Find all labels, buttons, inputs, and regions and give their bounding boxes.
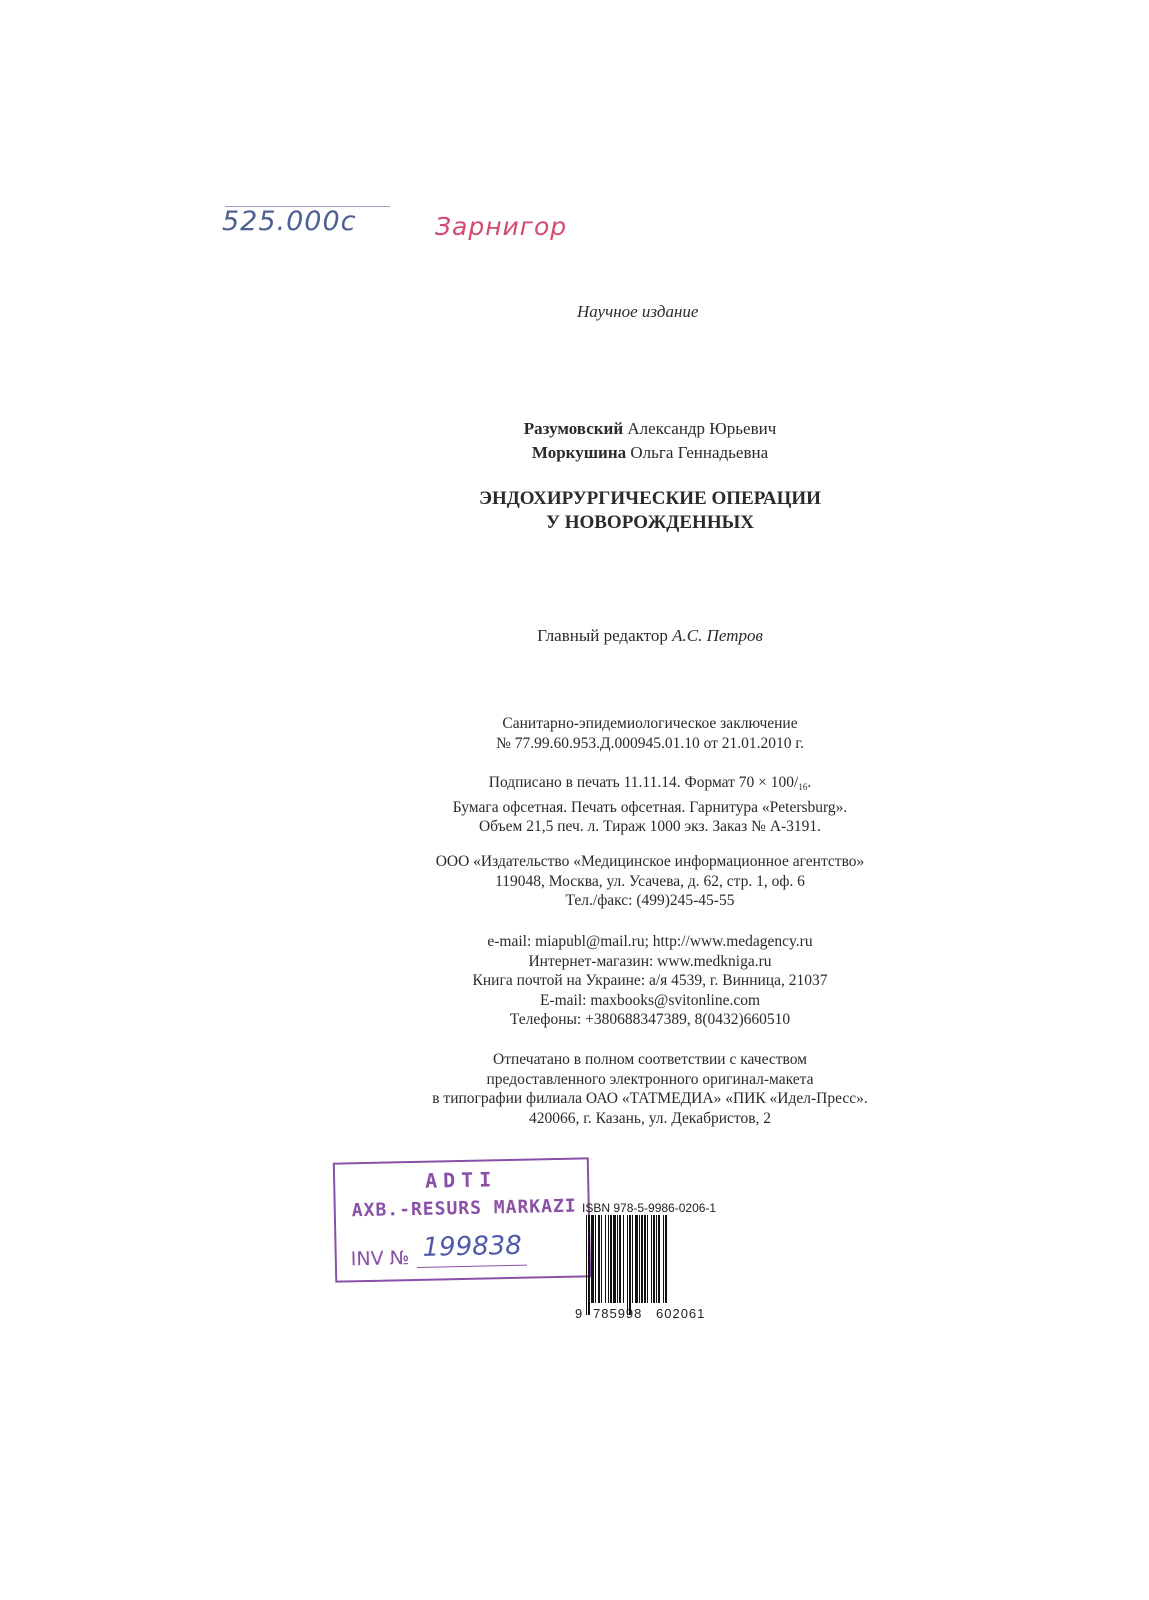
publisher-info — [0, 852, 1149, 911]
sanitary-conclusion — [0, 714, 1149, 753]
printing-details — [0, 773, 1149, 837]
edition-type: Научное издание — [577, 302, 699, 321]
imprint-line: 420066, г. Казань, ул. Декабристов, 2 — [528, 1109, 772, 1127]
isbn-label: ISBN 978-5-9986-0206-1 — [582, 1201, 717, 1215]
stamp-underline — [417, 1265, 527, 1268]
imprint-line: Бумага офсетная. Печать офсетная. Гарнитура «Petersburg». — [452, 798, 848, 816]
stamp-inventory-label: INV № — [350, 1247, 410, 1271]
library-stamp — [333, 1157, 591, 1282]
imprint-line: в типографии филиала ОАО «ТАТМЕДИА» «ПИК «Идел-Пресс». — [432, 1090, 868, 1107]
printed-info — [0, 1050, 1149, 1128]
imprint-line: Санитарно-эпидемиологическое заключение — [502, 715, 798, 732]
imprint-line: Объем 21,5 печ. л. Тираж 1000 экз. Заказ № А-3191. — [478, 818, 822, 835]
format-text: Подписано в печать 11.11.14. Формат 70 × 100/ — [488, 774, 799, 791]
format-subscript: 16 — [798, 782, 808, 792]
chief-editor — [0, 626, 1149, 646]
author-name: Ольга Геннадьевна — [630, 443, 769, 462]
imprint-line: Книга почтой на Украине: а/я 4539, г. Винница, 21037 — [472, 972, 828, 989]
title-line: У НОВОРОЖДЕННЫХ — [546, 512, 754, 533]
imprint-line: предоставленного электронного оригинал-макета — [486, 1070, 814, 1088]
imprint-line: ООО «Издательство «Медицинское информационное агентство» — [435, 853, 865, 870]
stamp-line-2: AXB.-RESURS MARKAZI — [351, 1195, 577, 1222]
author-1 — [0, 417, 1149, 441]
imprint-line: Тел./факс: (499)245-45-55 — [565, 892, 735, 909]
author-surname: Разумовский — [523, 419, 624, 438]
barcode-digits-right: 602061 — [656, 1306, 706, 1321]
editor-name: А.С. Петров — [672, 626, 763, 645]
imprint-line: Отпечатано в полном соответствии с качеством — [493, 1051, 807, 1068]
editor-label: Главный редактор — [537, 626, 668, 645]
imprint-line: № 77.99.60.953.Д.000945.01.10 от 21.01.2010 г. — [496, 734, 804, 752]
handwritten-price: 525.000с — [222, 206, 357, 237]
imprint-line: 119048, Москва, ул. Усачева, д. 62, стр. 1, оф. 6 — [495, 872, 805, 890]
format-suffix: . — [807, 774, 812, 791]
contacts-info — [0, 932, 1149, 1030]
imprint-line: Интернет-магазин: www.medkniga.ru — [528, 952, 772, 970]
authors — [0, 417, 1149, 465]
barcode-digits-left: 785998 — [593, 1306, 643, 1321]
imprint-line: e-mail: miapubl@mail.ru; http://www.medagency.ru — [487, 933, 813, 950]
author-2 — [0, 441, 1149, 465]
author-name: Александр Юрьевич — [627, 419, 777, 438]
book-title — [0, 487, 1149, 535]
imprint-line — [0, 773, 1149, 798]
imprint-line: E-mail: maxbooks@svitonline.com — [539, 991, 761, 1009]
barcode-icon — [584, 1215, 720, 1318]
imprint-line: Телефоны: +380688347389, 8(0432)660510 — [509, 1011, 791, 1028]
stamp-line-1: ADTI — [424, 1167, 498, 1193]
stamp-inventory-number: 199838 — [422, 1230, 523, 1263]
barcode-digit-first: 9 — [575, 1306, 583, 1321]
author-surname: Моркушина — [531, 443, 627, 462]
title-line: ЭНДОХИРУРГИЧЕСКИЕ ОПЕРАЦИИ — [479, 488, 821, 509]
handwritten-author-note: Зарнигор — [435, 212, 568, 241]
